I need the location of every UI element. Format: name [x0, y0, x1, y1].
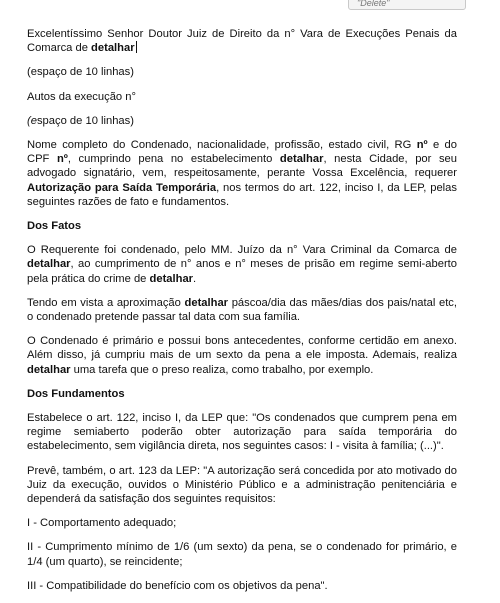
text-cursor [136, 41, 137, 53]
qualification-paragraph: Nome completo do Condenado, nacionalidade, profissão, estado civil, RG nº e do CPF nº, cumprindo pena no estabelecimento detalhar, nesta Cidade, por seu advogado signatário, vem, respeitosamente, perante Vossa Excelência, requerer Autorização para Saída Temporária, nos termos do art. 122, inciso I, da LEP, pelas seguintes razões de fato e fundamentos. [27, 139, 457, 208]
requirement-item-3: III - Compatibilidade do benefício com os objetivos da pena". [27, 579, 328, 592]
spacing-note: (espaço de 10 linhas) [27, 66, 134, 79]
grounds-paragraph-1: Estabelece o art. 122, inciso I, da LEP que: "Os condenados que cumprem pena em regime semiaberto poderão obter autorização para saída temporária do estabelecimento, sem vigilância direta, nos seguintes casos: I - visita à família; (...)". [27, 412, 457, 453]
spacing-note-2: (espaço de 10 linhas) [27, 114, 134, 127]
section-heading-facts: Dos Fatos [27, 220, 82, 233]
delete-tooltip: "Delete" [348, 0, 466, 10]
addressee-paragraph: Excelentíssimo Senhor Doutor Juiz de Direito da n° Vara de Execuções Penais da Comarca de detalhar [27, 28, 457, 55]
grounds-paragraph-2: Prevê, também, o art. 123 da LEP: "A autorização será concedida por ato motivado do Juiz da execução, ouvidos o Ministério Público e a administração penitenciária e dependerá da satisfação dos seguintes requisitos: [27, 464, 457, 506]
facts-paragraph-3: O Condenado é primário e possui bons antecedentes, conforme certidão em anexo. Além disso, já cumpriu mais de um sexto da pena a ele imposta. Ademais, realiza detalhar uma tarefa que o preso realiza, como trabalho, por exemplo. [27, 335, 457, 376]
requirement-item-1: I - Comportamento adequado; [27, 517, 177, 530]
placeholder-detalhar: detalhar [91, 42, 135, 55]
requirement-item-2: II - Cumprimento mínimo de 1/6 (um sexto) da pena, se o condenado for primário, e 1/4 (um quarto), se reincidente; [27, 541, 457, 568]
facts-paragraph-1: O Requerente foi condenado, pelo MM. Juízo da n° Vara Criminal da Comarca de detalhar, ao cumprimento de n° anos e n° meses de prisão em regime semi-aberto pela prática do crime de detalhar. [27, 244, 457, 285]
document-body[interactable] [27, 27, 457, 603]
facts-paragraph-2: Tendo em vista a aproximação detalhar páscoa/dia das mães/dias dos pais/natal etc, o condenado pretende passar tal data com sua família. [27, 296, 458, 324]
case-number-line: Autos da execução n° [27, 90, 136, 103]
section-heading-grounds: Dos Fundamentos [27, 387, 125, 400]
